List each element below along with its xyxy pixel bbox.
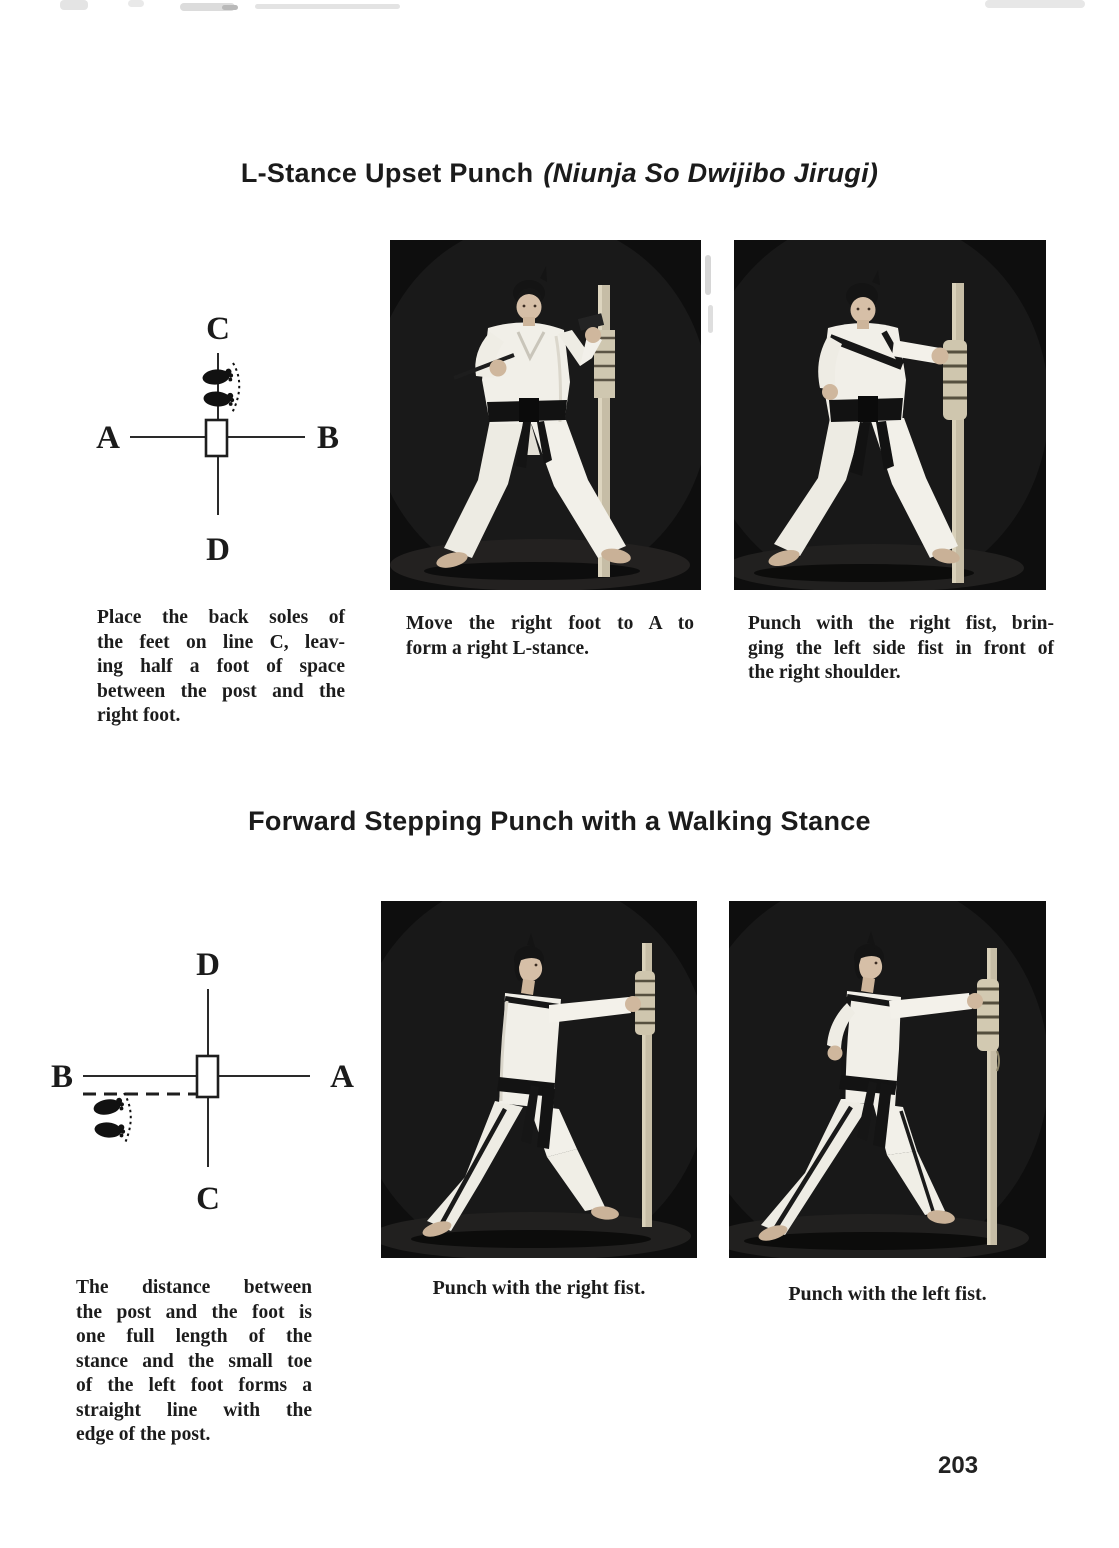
photo-left-punch-art bbox=[729, 901, 1046, 1258]
diagram2-caption: The distance between the post and the foot is one full length of the stance and the small toe of the left foot forms a straight line with the edge of the post. bbox=[76, 1277, 312, 1445]
photo-upset-punch-art bbox=[734, 240, 1046, 590]
diagram2-post bbox=[197, 1056, 218, 1097]
photo-lstance-ready-art bbox=[390, 240, 701, 590]
stance-diagram-2 bbox=[45, 945, 360, 1215]
diagram1-label-left: A bbox=[96, 420, 120, 456]
diagram1-label-top: C bbox=[206, 311, 230, 347]
diagram2-label-right: A bbox=[330, 1059, 354, 1095]
section1-title bbox=[0, 158, 1119, 189]
diagram1-footprints bbox=[202, 363, 239, 413]
scan-artifact bbox=[128, 0, 144, 7]
page-number: 203 bbox=[938, 1452, 979, 1479]
scan-artifact bbox=[222, 5, 238, 10]
scan-artifact bbox=[985, 0, 1085, 8]
diagram1-caption: Place the back soles of the feet on line C, leav- ing half a foot of space between the post and the right foot. bbox=[97, 607, 345, 726]
scan-artifact bbox=[255, 4, 400, 9]
photo3-caption: Punch with the right fist. bbox=[432, 1277, 646, 1299]
diagram2-label-top: D bbox=[196, 947, 220, 983]
diagram1-label-bottom: D bbox=[206, 532, 230, 568]
diagram2-footprints bbox=[92, 1093, 130, 1143]
section1-title-italic: (Niunja So Dwijibo Jirugi) bbox=[543, 158, 879, 189]
scan-artifact bbox=[708, 305, 713, 333]
photo1-caption: Move the right foot to A to form a right L-stance. bbox=[406, 613, 694, 659]
photo-right-punch bbox=[381, 901, 697, 1258]
photo-left-punch bbox=[729, 901, 1046, 1258]
scan-artifact bbox=[705, 255, 711, 295]
photo-upset-punch bbox=[734, 240, 1046, 590]
diagram1-label-right: B bbox=[316, 420, 340, 456]
photo-lstance-ready bbox=[390, 240, 701, 590]
stance-diagram-1 bbox=[90, 297, 350, 577]
photo2-caption: Punch with the right fist, brin- ging the left side fist in front of the right shoulder. bbox=[748, 613, 1054, 683]
section1-title-bold: L-Stance Upset Punch bbox=[240, 158, 534, 189]
photo4-caption: Punch with the left fist. bbox=[788, 1283, 987, 1305]
scan-artifact bbox=[60, 0, 88, 10]
diagram1-post bbox=[206, 420, 227, 456]
section2-title: Forward Stepping Punch with a Walking Stance bbox=[248, 806, 871, 837]
diagram2-label-left: B bbox=[50, 1059, 74, 1095]
photo-right-punch-art bbox=[381, 901, 697, 1258]
diagram2-label-bottom: C bbox=[196, 1181, 220, 1215]
